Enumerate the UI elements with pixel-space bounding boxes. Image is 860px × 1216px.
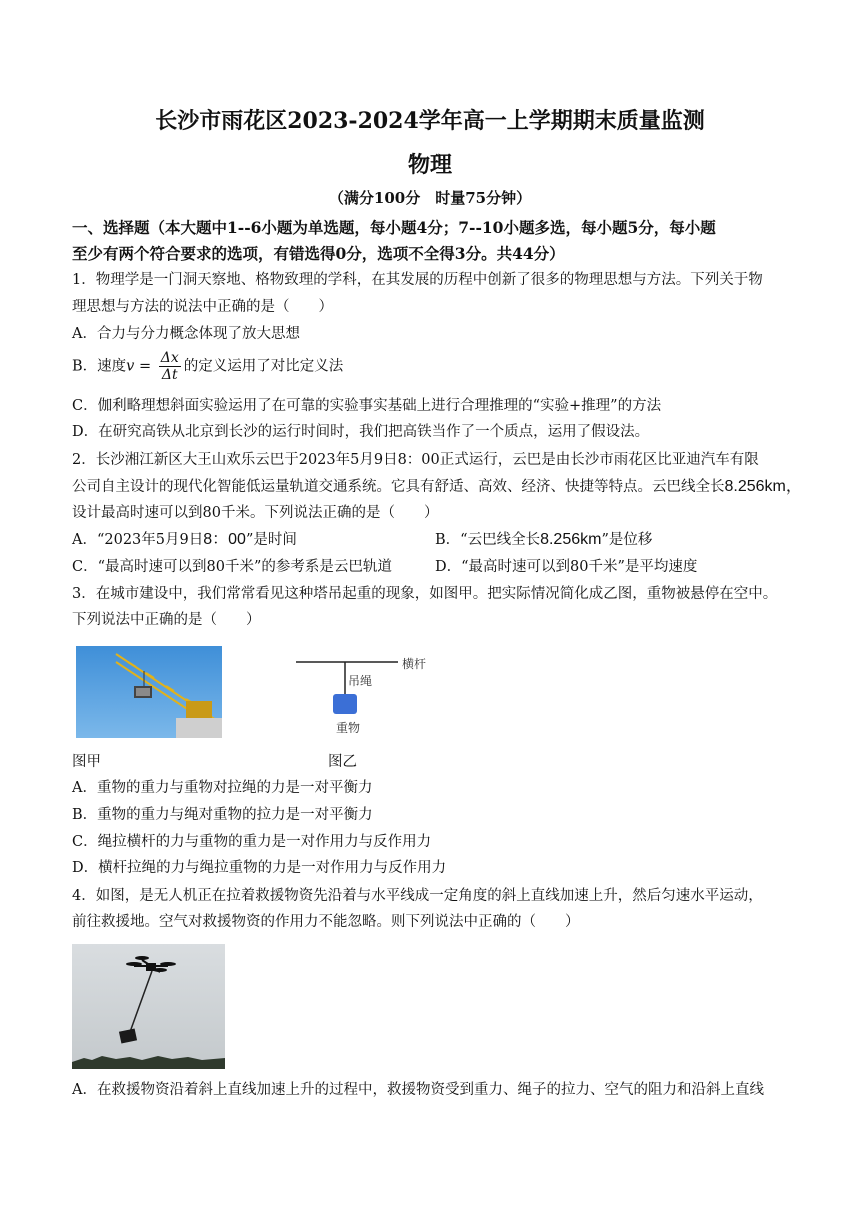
q2-option-b-prefix: B．“云巴线全长 xyxy=(435,532,541,548)
weight-label: 重物 xyxy=(336,721,361,735)
q2-option-d: D．“最高时速可以到80千米”是平均速度 xyxy=(435,559,698,575)
q1-option-b xyxy=(72,350,343,383)
q2-length-value: 8.256km， xyxy=(724,478,802,495)
beam-label: 横杆 xyxy=(402,657,427,671)
fig-a-caption: 图甲 xyxy=(72,754,101,770)
fraction-denominator: Δt xyxy=(161,367,178,383)
velocity-fraction xyxy=(159,350,181,383)
drone-photo xyxy=(72,944,225,1069)
q1-stem-line1: 1．物理学是一门洞天察地、格物致理的学科，在其发展的历程中创新了很多的物理思想与方法。下列关于物 xyxy=(72,272,763,288)
fraction-numerator: Δx xyxy=(160,350,179,366)
q4-stem-line2: 前往救援地。空气对救援物资的作用力不能忽略。则下列说法中正确的（ ） xyxy=(72,914,580,930)
fig-b-caption: 图乙 xyxy=(328,754,357,770)
section-heading xyxy=(72,215,802,267)
q3-stem-line2: 下列说法中正确的是（ ） xyxy=(72,612,261,628)
section-heading-line2: 至少有两个符合要求的选项，有错选得0分，选项不全得3分。共44分） xyxy=(72,244,565,263)
q3-stem-line1: 3．在城市建设中，我们常常看见这种塔吊起重的现象，如图甲。把实际情况简化成乙图，重物被悬停在空中。 xyxy=(72,586,778,602)
q1-option-c: C．伽利略理想斜面实验运用了在可靠的实验事实基础上进行合理推理的“实验+推理”的方法 xyxy=(72,398,662,414)
subject-title: 物理 xyxy=(407,152,452,178)
schematic-diagram xyxy=(290,648,470,740)
q1-option-a: A．合力与分力概念体现了放大思想 xyxy=(72,326,300,342)
q2-stem-line2 xyxy=(72,477,802,497)
q1-option-b-eq: = xyxy=(134,358,156,375)
q2-stem-line1: 2．长沙湘江新区大王山欢乐云巴于2023年5月9日8：00正式运行，云巴是由长沙市雨花区比亚迪汽车有限 xyxy=(72,452,759,468)
exam-title: 长沙市雨花区2023-2024学年高一上学期期末质量监测 xyxy=(155,108,705,134)
rope-label: 吊绳 xyxy=(348,674,373,688)
q2-stem-line2a: 公司自主设计的现代化智能低运量轨道交通系统。它具有舒适、高效、经济、快捷等特点。云巴线全长 xyxy=(72,479,725,495)
q4-option-a: A．在救援物资沿着斜上直线加速上升的过程中，救援物资受到重力、绳子的拉力、空气的阻力和沿斜上直线 xyxy=(72,1082,764,1098)
q3-option-b: B．重物的重力与绳对重物的拉力是一对平衡力 xyxy=(72,807,373,823)
q2-option-a-suffix: ”是时间 xyxy=(245,532,297,548)
q3-option-d: D．横杆拉绳的力与绳拉重物的力是一对作用力与反作用力 xyxy=(72,860,447,876)
q2-option-c: C．“最高时速可以到80千米”的参考系是云巴轨道 xyxy=(72,559,392,575)
q1-option-d: D．在研究高铁从北京到长沙的运行时间时，我们把高铁当作了一个质点，运用了假设法。 xyxy=(72,424,650,440)
q3-option-a: A．重物的重力与重物对拉绳的力是一对平衡力 xyxy=(72,780,373,796)
q2-option-a-prefix: A．“2023年5月9日 xyxy=(72,532,204,548)
q4-stem-line1: 4．如图，是无人机正在拉着救援物资先沿着与水平线成一定角度的斜上直线加速上升，然后匀速水平运动， xyxy=(72,888,763,904)
q2-option-b xyxy=(435,530,652,550)
q2-option-b-suffix: ”是位移 xyxy=(601,532,653,548)
q2-option-a xyxy=(72,530,297,550)
section-heading-line1: 一、选择题（本大题中1--6小题为单选题，每小题4分；7--10小题多选，每小题5分，每小题 xyxy=(72,218,716,237)
weight-block xyxy=(333,694,357,714)
q3-option-c: C．绳拉横杆的力与重物的重力是一对作用力与反作用力 xyxy=(72,834,432,850)
q2-option-b-length: 8.256km xyxy=(540,531,602,548)
q1-option-b-suffix: 的定义运用了对比定义法 xyxy=(183,358,344,375)
crane-photo xyxy=(76,646,222,738)
q2-stem-line3: 设计最高时速可以到80千米。下列说法正确的是（ ） xyxy=(72,505,439,521)
q1-option-b-var: v xyxy=(126,358,135,375)
exam-info: （满分100分 时量75分钟） xyxy=(328,189,532,207)
q1-stem-line2: 理思想与方法的说法中正确的是（ ） xyxy=(72,299,333,315)
q2-option-a-time: 8：00 xyxy=(203,531,246,548)
q1-option-b-prefix: B．速度 xyxy=(72,358,127,375)
